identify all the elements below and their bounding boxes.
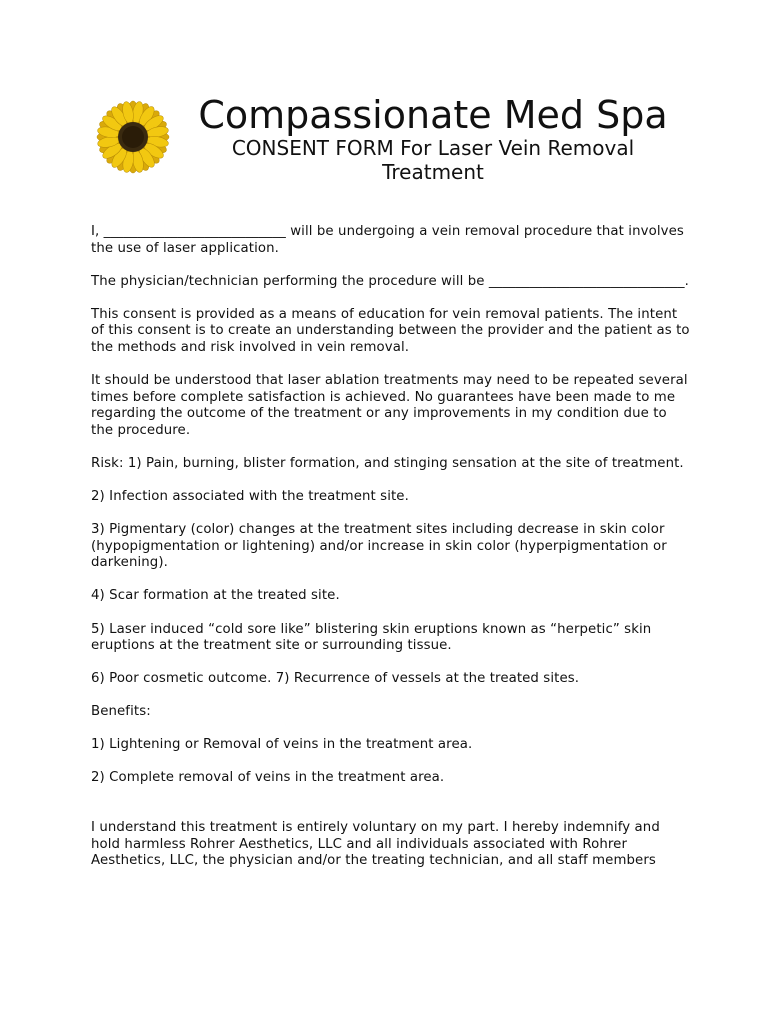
sunflower-icon: [96, 100, 170, 174]
form-subtitle: CONSENT FORM For Laser Vein Removal Treatment: [231, 136, 635, 184]
risk-item-4: 4) Scar formation at the treated site.: [91, 588, 340, 604]
risk-item-1: Risk: 1) Pain, burning, blister formation, and stinging sensation at the site of treatment.: [91, 455, 684, 471]
consent-body: [91, 224, 691, 886]
benefit-item-1: 1) Lightening or Removal of veins in the treatment area.: [91, 737, 473, 753]
repeat-treatment-paragraph: It should be understood that laser ablation treatments may need to be repeated several times before complete satisfaction is achieved. No guarantees have been made to me regarding the outcome of the treatment or any improvements in my condition due to the procedure.: [91, 373, 688, 438]
intro-paragraph: I, ___________________________ will be undergoing a vein removal procedure that involves the use of laser application.: [91, 224, 684, 256]
benefit-item-2: 2) Complete removal of veins in the treatment area.: [91, 770, 445, 786]
risk-item-6-7: 6) Poor cosmetic outcome. 7) Recurrence of vessels at the treated sites.: [91, 671, 580, 687]
risk-item-2: 2) Infection associated with the treatment site.: [91, 489, 409, 505]
benefits-heading: Benefits:: [91, 704, 151, 720]
indemnity-paragraph: I understand this treatment is entirely voluntary on my part. I hereby indemnify and hold harmless Rohrer Aesthetics, LLC and all individuals associated with Rohrer Aesthetics, LLC, the physician and/or the treating technician, and all staff members: [91, 820, 660, 869]
page-title: Compassionate Med Spa: [198, 93, 668, 137]
purpose-paragraph: This consent is provided as a means of education for vein removal patients. The intent of this consent is to create an understanding between the provider and the patient as to the methods and risk involved in vein removal.: [91, 306, 690, 355]
risk-item-3: 3) Pigmentary (color) changes at the treatment sites including decrease in skin color (hypopigmentation or lightening) and/or increase in skin color (hyperpigmentation or darkening).: [91, 522, 667, 571]
risk-item-5: 5) Laser induced “cold sore like” blistering skin eruptions known as “herpetic” skin eruptions at the treatment site or surrounding tissue.: [91, 621, 652, 654]
physician-paragraph: The physician/technician performing the procedure will be _____________________________.: [91, 273, 689, 289]
